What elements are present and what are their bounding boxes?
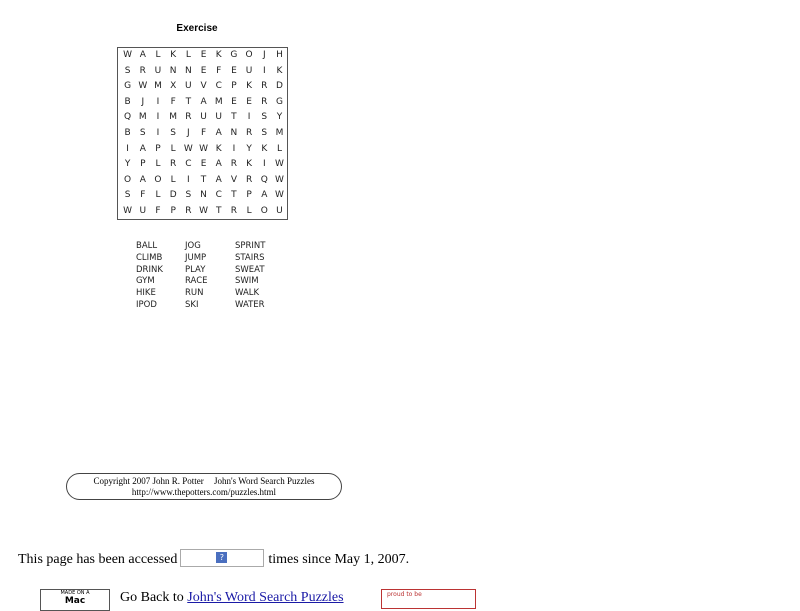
grid-cell: W [199,205,208,216]
grid-cell: Q [260,174,268,185]
copyright-url: http://www.thepotters.com/puzzles.html [131,487,277,497]
grid-cell: K [215,143,222,154]
grid-cell: C [185,159,192,170]
grid-cell: V [200,81,207,92]
grid-cell: U [185,81,192,92]
grid-cell: O [154,174,162,185]
grid-cell: Y [276,112,283,123]
grid-cell: S [170,127,177,138]
grid-cell: P [170,205,176,216]
go-back-text: Go Back to [120,590,184,605]
grid-cell: T [185,96,192,107]
grid-cell: G [230,50,238,60]
grid-cell: K [215,50,222,60]
grid-cell: W [138,81,148,92]
grid-cell: M [214,96,223,107]
grid-cell: E [200,159,207,170]
copyright-site-name: John's Word Search Puzzles [214,476,315,486]
grid-cell: P [155,143,161,154]
grid-cell: A [261,190,268,201]
word-item: STAIRS [235,252,265,263]
grid-cell: L [170,174,176,185]
grid-cell: G [275,96,283,107]
word-item: CLIMB [136,252,163,263]
word-item: BALL [136,241,158,251]
grid-cell: U [200,112,207,123]
word-search-grid [117,47,288,220]
grid-cell: P [231,81,237,92]
grid-cell: R [185,112,192,123]
grid-cell: W [275,190,284,201]
grid-cell: E [246,96,252,107]
grid-cell: N [184,65,192,76]
access-text-before: This page has been accessed [18,552,178,567]
grid-cell: I [156,96,160,107]
grid-cell: N [169,65,177,76]
word-item: PLAY [185,264,206,275]
grid-cell: J [262,50,266,60]
grid-cell: I [156,127,160,138]
grid-cell: L [246,205,252,216]
grid-cell: A [215,174,222,185]
access-counter-line [18,551,409,569]
grid-cell: E [231,96,237,107]
grid-cell: Q [124,112,132,123]
grid-cell: W [199,143,208,154]
made-on-mac-badge [40,589,110,611]
grid-cell: E [231,65,237,76]
word-list [136,241,295,312]
grid-cell: K [276,65,283,76]
grid-cell: I [126,143,129,154]
grid-cell: N [230,127,238,138]
word-column [136,241,185,312]
word-item: WATER [235,299,265,310]
grid-cell: R [230,205,238,216]
grid-cell: K [246,159,253,170]
word-item: HIKE [136,288,156,299]
grid-row [118,173,287,189]
grid-cell: S [139,127,146,138]
word-item: SWIM [235,276,259,287]
grid-cell: W [275,174,284,185]
grid-cell: D [276,81,283,92]
grid-cell: L [185,50,191,60]
grid-cell: F [200,127,207,138]
proud-badge[interactable] [381,589,476,609]
grid-cell: R [245,127,253,138]
grid-cell: J [187,127,190,138]
word-item: RACE [185,276,208,287]
grid-cell: E [200,65,207,76]
grid-row [118,157,287,173]
grid-cell: K [261,143,268,154]
grid-cell: L [155,190,161,201]
grid-cell: F [140,190,146,201]
grid-row [118,142,287,158]
word-column [185,241,235,312]
grid-cell: O [245,50,253,60]
grid-row [118,95,287,111]
grid-cell: G [124,81,132,92]
word-item: JOG [185,241,201,251]
grid-cell: F [170,96,176,107]
grid-cell: K [246,81,253,92]
grid-cell: T [200,174,207,185]
grid-cell: O [124,174,132,185]
grid-cell: L [155,50,161,60]
grid-cell: M [169,112,178,123]
grid-cell: R [261,81,268,92]
word-item: WALK [235,288,260,299]
grid-cell: W [123,50,133,60]
grid-cell: I [247,112,251,123]
grid-cell: S [185,190,192,201]
proud-badge-label: proud to be [387,591,422,598]
grid-cell: R [230,159,238,170]
grid-cell: S [261,112,268,123]
grid-cell: I [262,65,266,76]
grid-cell: O [260,205,268,216]
word-item: IPOD [136,299,157,310]
grid-cell: L [155,159,161,170]
grid-cell: V [230,174,237,185]
access-text-after: times since May 1, 2007. [268,552,410,567]
word-item: GYM [136,276,155,287]
grid-cell: H [276,50,283,60]
grid-cell: A [200,96,207,107]
grid-cell: S [124,190,131,201]
puzzle-title: Exercise [176,23,218,34]
grid-cell: Y [124,159,131,170]
grid-cell: I [187,174,190,185]
grid-cell: T [231,190,237,201]
grid-cell: A [139,50,146,60]
grid-cell: Y [246,143,252,154]
grid-cell: R [170,159,177,170]
grid-cell: U [245,65,253,76]
grid-cell: A [215,127,222,138]
word-item: SKI [185,299,199,310]
grid-cell: B [124,96,131,107]
grid-cell: P [140,159,146,170]
grid-cell: R [261,96,268,107]
grid-row [118,126,287,142]
grid-cell: A [139,143,146,154]
grid-cell: A [139,174,146,185]
word-item: RUN [185,288,204,299]
mac-label: Mac [64,596,86,606]
grid-cell: U [139,205,147,216]
counter-image-icon: ? [216,552,227,563]
grid-cell: U [215,112,223,123]
grid-cell: W [275,159,284,170]
grid-cell: B [124,127,131,138]
word-item: JUMP [185,252,207,263]
hit-counter [180,549,264,567]
grid-cell: L [170,143,176,154]
grid-cell: P [246,190,252,201]
grid-cell: M [275,127,284,138]
grid-cell: N [200,190,207,201]
grid-cell: C [215,81,222,92]
grid-row [118,64,287,80]
grid-cell: I [232,143,236,154]
grid-row [118,48,287,64]
grid-cell: W [123,205,133,216]
grid-cell: W [183,143,193,154]
grid-row [118,188,287,204]
grid-cell: M [154,81,162,92]
grid-cell: X [170,81,177,92]
grid-cell: D [169,190,177,201]
grid-cell: U [276,205,283,216]
grid-cell: T [231,112,237,123]
grid-cell: R [185,205,192,216]
grid-cell: K [170,50,177,60]
go-back-line [120,590,344,606]
grid-cell: E [200,50,207,60]
grid-row [118,79,287,95]
grid-cell: F [216,65,222,76]
grid-cell: U [154,65,162,76]
grid-row [118,110,287,126]
go-back-link[interactable]: John's Word Search Puzzles [187,590,344,605]
copyright-box [66,473,342,500]
grid-row [118,204,287,220]
word-item: SPRINT [235,241,266,251]
made-on-label: MADE ON A [60,590,90,596]
grid-cell: I [262,159,266,170]
copyright-text: Copyright 2007 John R. Potter [93,476,204,486]
grid-cell: C [215,190,222,201]
grid-cell: J [141,96,145,107]
word-item: DRINK [136,264,163,275]
grid-cell: S [261,127,268,138]
grid-cell: R [139,65,146,76]
grid-cell: T [215,205,222,216]
grid-cell: I [156,112,160,123]
grid-cell: L [276,143,282,154]
grid-cell: A [215,159,222,170]
word-column [235,241,295,312]
grid-cell: S [124,65,131,76]
grid-cell: F [155,205,161,216]
grid-cell: R [245,174,253,185]
word-item: SWEAT [235,264,265,275]
grid-cell: M [138,112,147,123]
